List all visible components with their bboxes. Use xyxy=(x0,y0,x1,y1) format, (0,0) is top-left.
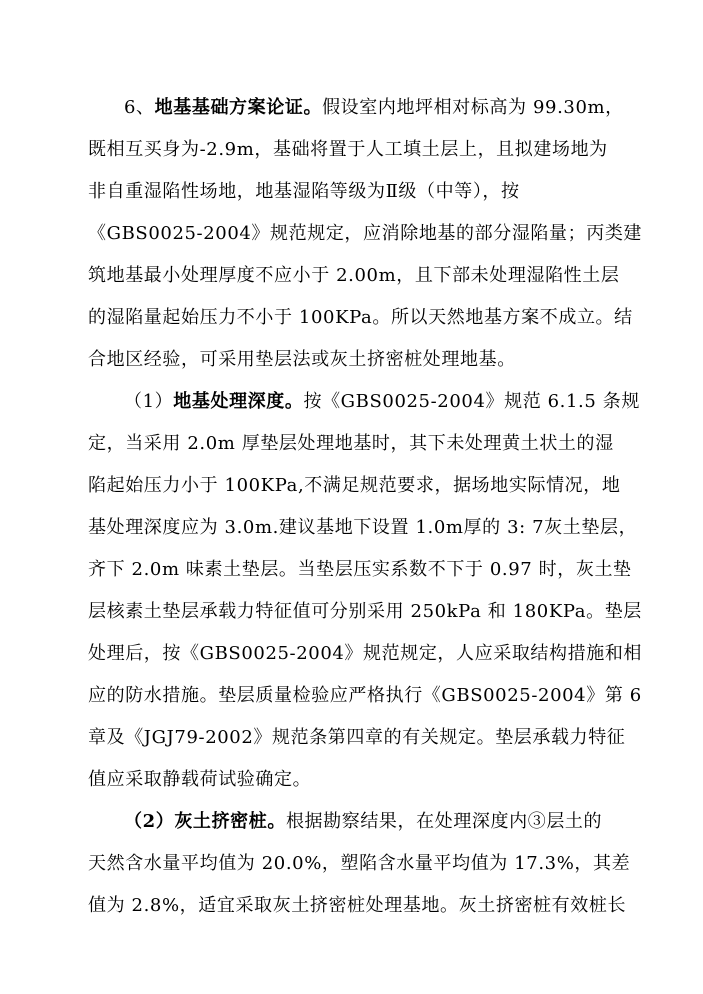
subsection-text: 按《GBS0025-2004》规范 6.1.5 条规 xyxy=(303,391,640,412)
section-heading: 地基基础方案论证。 xyxy=(154,97,323,118)
subsection-heading: 地基处理深度。 xyxy=(173,391,304,412)
paragraph-1-line-5: 筑地基最小处理厚度不应小于 2.00m，且下部未处理湿陷性土层 xyxy=(88,265,620,286)
paragraph-3-line-1 xyxy=(124,810,664,834)
paragraph-1-line-6: 的湿陷量起始压力不小于 100KPa。所以天然地基方案不成立。结 xyxy=(88,307,633,328)
paragraph-2-line-3: 陷起始压力小于 100KPa,不满足规范要求，据场地实际情况，地 xyxy=(88,475,621,496)
paragraph-2-line-7: 处理后，按《GBS0025-2004》规范规定，人应采取结构措施和相 xyxy=(88,643,643,664)
paragraph-2-line-8: 应的防水措施。垫层质量检验应严格执行《GBS0025-2004》第 6 xyxy=(88,685,642,706)
paragraph-2-line-1 xyxy=(124,390,664,414)
paragraph-1-line-4: 《GBS0025-2004》规范规定，应消除地基的部分湿陷量；丙类建 xyxy=(88,223,643,244)
paragraph-2-line-5: 齐下 2.0m 味素土垫层。当垫层压实系数不下于 0.97 时，灰土垫 xyxy=(88,559,632,580)
paragraph-1-line-1 xyxy=(124,96,664,120)
subsection-number: （2） xyxy=(124,811,175,832)
paragraph-2-line-2: 定，当采用 2.0m 厚垫层处理地基时，其下未处理黄土状土的湿 xyxy=(88,433,614,454)
paragraph-3-line-2: 天然含水量平均值为 20.0%，塑陷含水量平均值为 17.3%，其差 xyxy=(88,853,631,874)
paragraph-1-line-2: 既相互买身为-2.9m，基础将置于人工填土层上，且拟建场地为 xyxy=(88,139,608,160)
paragraph-1-line-7: 合地区经验，可采用垫层法或灰土挤密桩处理地基。 xyxy=(88,349,516,370)
subsection-heading: 灰土挤密桩。 xyxy=(174,811,286,832)
paragraph-2-line-9: 章及《JGJ79-2002》规范条第四章的有关规定。垫层承载力特征 xyxy=(88,727,626,748)
subsection-text: 根据勘察结果，在处理深度内③层土的 xyxy=(285,811,603,832)
paragraph-2-line-4: 基处理深度应为 3.0m.建议基地下设置 1.0m厚的 3: 7灰土垫层， xyxy=(88,517,638,538)
paragraph-1-line-3: 非自重湿陷性场地，地基湿陷等级为Ⅱ级（中等），按 xyxy=(88,181,520,202)
section-text: 假设室内地坪相对标高为 99.30m， xyxy=(322,97,624,118)
subsection-number: （1） xyxy=(124,391,174,412)
paragraph-2-line-6: 层核素土垫层承载力特征值可分别采用 250kPa 和 180KPa。垫层 xyxy=(88,601,642,622)
paragraph-3-line-3: 值为 2.8%，适宜采取灰土挤密桩处理基地。灰土挤密桩有效桩长 xyxy=(88,895,627,916)
section-number: 6、 xyxy=(124,97,155,118)
paragraph-2-line-10: 值应采取静载荷试验确定。 xyxy=(88,769,312,790)
